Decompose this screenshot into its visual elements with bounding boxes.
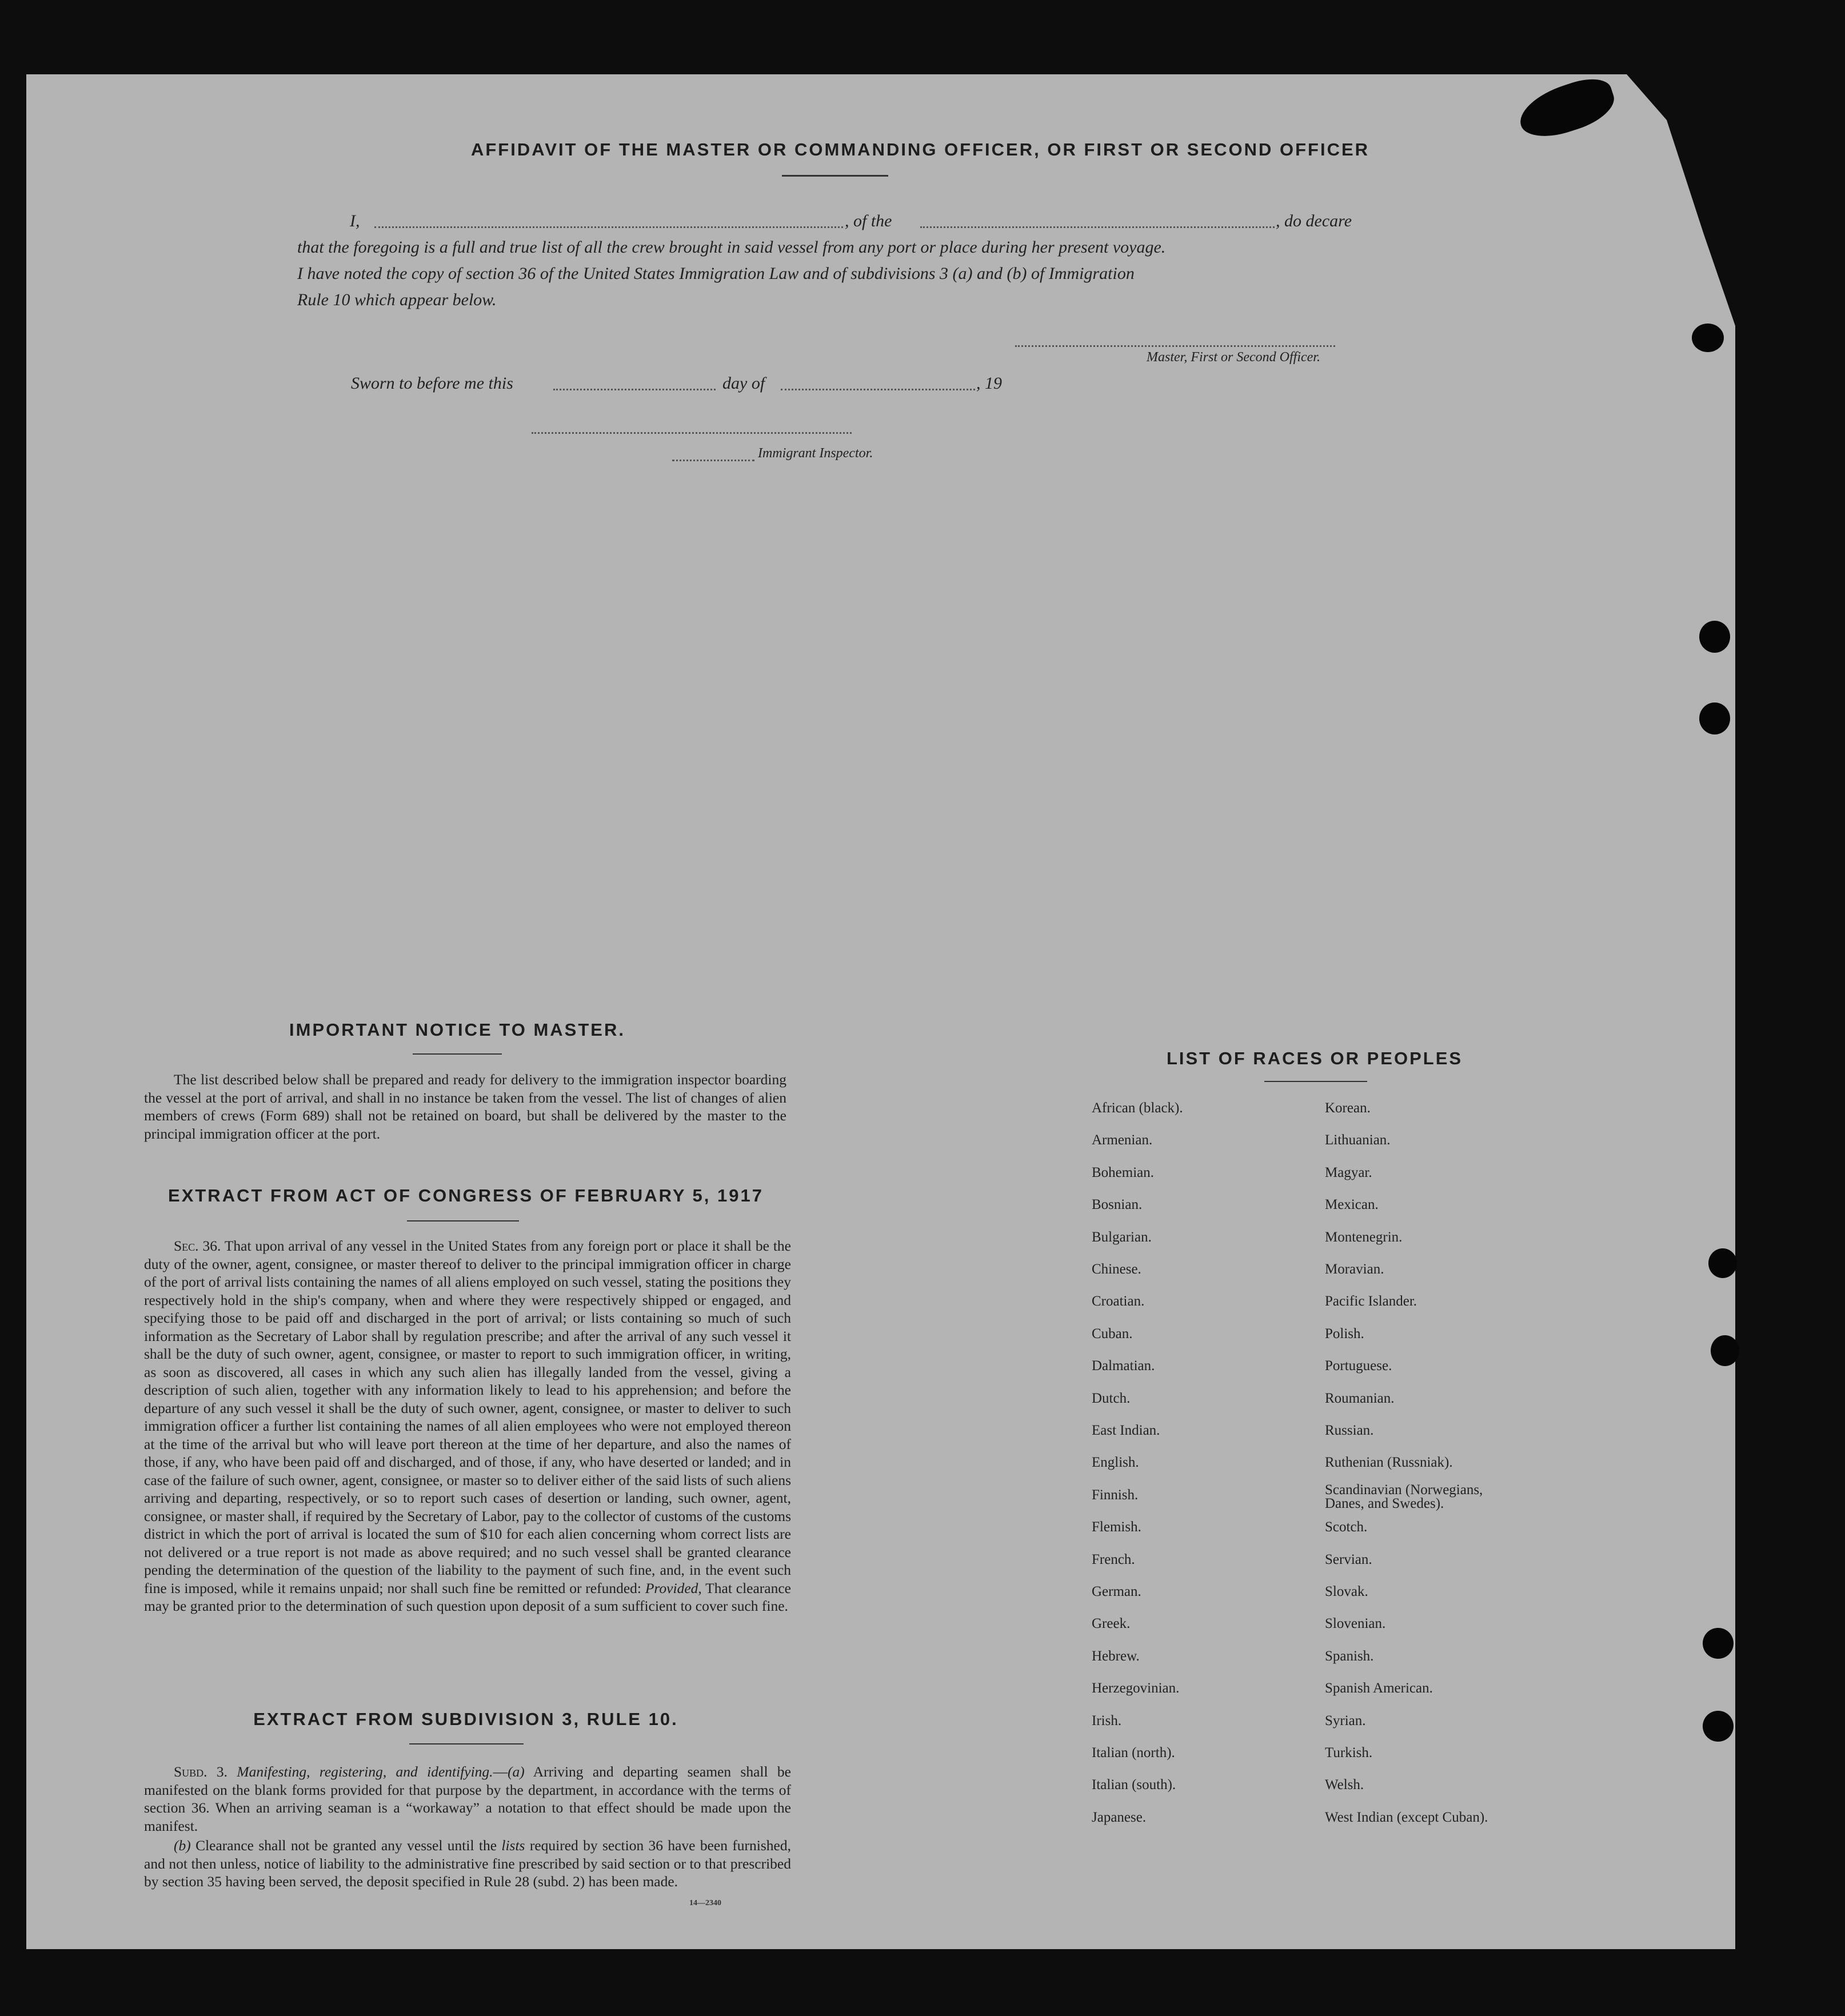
rule-a-body: Arriving and departing seamen shall be manifested on the blank forms provided for that purpose by the department, in accordance with the terms of section 36. When an arriving seaman is a “workaway” a notation to that effect should be made upon the manifest. bbox=[144, 1763, 791, 1834]
affidavit-line-4: Rule 10 which appear below. bbox=[297, 290, 497, 309]
race-entry: Pacific Islander. bbox=[1325, 1294, 1417, 1310]
rule-b-body-1: Clearance shall not be granted any vessel until the bbox=[195, 1837, 497, 1854]
punch-hole bbox=[1708, 1248, 1737, 1278]
race-entry: Chinese. bbox=[1092, 1262, 1141, 1277]
act-rule bbox=[407, 1220, 519, 1221]
race-entry: Mexican. bbox=[1325, 1197, 1379, 1213]
punch-hole bbox=[1711, 1335, 1739, 1366]
race-entry: Dalmatian. bbox=[1092, 1358, 1155, 1374]
punch-hole bbox=[1703, 1628, 1734, 1659]
race-entry: Irish. bbox=[1092, 1712, 1122, 1728]
race-entry: Magyar. bbox=[1325, 1164, 1372, 1180]
race-entry: Slovenian. bbox=[1325, 1616, 1386, 1632]
of-the-label: , of the bbox=[845, 211, 892, 230]
sworn-label: Sworn to before me this bbox=[351, 374, 513, 393]
race-entry: Japanese. bbox=[1092, 1809, 1147, 1825]
master-signature-line[interactable] bbox=[1015, 345, 1335, 347]
race-entry: Lithuanian. bbox=[1325, 1132, 1391, 1148]
sworn-day-field[interactable] bbox=[553, 389, 716, 390]
rule-subd-label: Subd. 3. bbox=[174, 1763, 228, 1780]
race-entry: Moravian. bbox=[1325, 1262, 1384, 1277]
rule-b-lists: lists bbox=[501, 1837, 525, 1854]
sworn-month-field[interactable] bbox=[781, 389, 975, 390]
race-entry: Greek. bbox=[1092, 1616, 1131, 1632]
rule-b-label: (b) bbox=[174, 1837, 191, 1854]
race-entry: Italian (south). bbox=[1092, 1777, 1176, 1793]
race-entry: English. bbox=[1092, 1455, 1139, 1471]
race-entry: Italian (north). bbox=[1092, 1745, 1175, 1760]
vessel-name-field[interactable] bbox=[920, 226, 1275, 228]
year-label: , 19 bbox=[976, 374, 1002, 393]
notice-rule bbox=[413, 1053, 502, 1055]
race-entry: Spanish. bbox=[1325, 1648, 1374, 1664]
race-entry: Scotch. bbox=[1325, 1519, 1368, 1535]
affidavit-title: AFFIDAVIT OF THE MASTER OR COMMANDING OFFICER, OR FIRST OR SECOND OFFICER bbox=[470, 139, 1370, 159]
affidavit-line-2: that the foregoing is a full and true list of all the crew brought in said vessel from any port or place during her present voyage. bbox=[297, 238, 1166, 257]
race-entry: Hebrew. bbox=[1092, 1648, 1140, 1664]
race-entry: African (black). bbox=[1092, 1100, 1183, 1116]
act-text: That upon arrival of any vessel in the United States from any foreign port or place it shall be the duty of the owner, agent, consignee, or master thereof to deliver to the principal immigration officer in charge of the port of arrival lists containing the names of all aliens employed on such vessel, stating the positions they respectively hold in the ship's company, when and where they were respectively shipped or engaged, and specifying those to be paid off and discharged in the port of arrival; or lists containing so much of such information as the Secretary of Labor shall by regulation prescribe; and after the arrival of any such vessel it shall be the duty of such owner, agent, consignee, or master to report to such immigration officer, in writing, as soon as discovered, all cases in which any such alien has illegally landed from the vessel, giving a description of such alien, together with any information likely to lead to his apprehension; and before the departure of any such vessel it shall be the duty of such owner, agent, consignee, or master to deliver to such immigration officer a further list containing the names of all alien employees who were not employed thereon at the time of the arrival but who will leave port thereon at the time of her departure, and also the names of those, if any, who have been paid off and discharged, and of those, if any, who have deserted or landed; and in case of the failure of such owner, agent, consignee, or master so to deliver either of the said lists of such aliens arriving and departing, respectively, or so to report such cases of desertion or landing, such owner, agent, consignee, or master shall, if required by the Secretary of Labor, pay to the collector of customs of the customs district in which the port of arrival is located the sum of $10 for each alien concerning whom correct lists are not delivered or a true report is not made as above required; and no such vessel shall be granted clearance pending the determination of the question of the liability to the payment of such fine, and, in the event such fine is imposed, while it remains unpaid; nor shall such fine be remitted or refunded: bbox=[144, 1237, 791, 1596]
race-entry: Servian. bbox=[1325, 1551, 1372, 1567]
race-entry: Armenian. bbox=[1092, 1132, 1153, 1148]
rule-subd-heading: Manifesting, registering, and identifying. bbox=[237, 1763, 493, 1780]
act-body bbox=[144, 1237, 791, 1615]
race-entry: Syrian. bbox=[1325, 1712, 1366, 1728]
act-title: EXTRACT FROM ACT OF CONGRESS OF FEBRUARY 5, 1917 bbox=[168, 1185, 764, 1205]
punch-hole bbox=[1699, 621, 1730, 653]
act-section-label: Sec. 36. bbox=[174, 1237, 221, 1254]
race-entry: Russian. bbox=[1325, 1423, 1374, 1438]
document-sheet bbox=[26, 74, 1735, 1949]
rule-subd-b bbox=[144, 1837, 791, 1891]
race-entry: Polish. bbox=[1325, 1326, 1364, 1342]
race-entry: Montenegrin. bbox=[1325, 1229, 1403, 1245]
race-entry: Portuguese. bbox=[1325, 1358, 1392, 1374]
race-entry: Finnish. bbox=[1092, 1487, 1139, 1503]
race-entry: Spanish American. bbox=[1325, 1680, 1433, 1696]
act-provided: Provided, bbox=[645, 1579, 702, 1596]
race-entry: Turkish. bbox=[1325, 1745, 1373, 1760]
declarant-i: I, bbox=[350, 211, 360, 230]
day-of-label: day of bbox=[722, 374, 765, 393]
race-entry: Welsh. bbox=[1325, 1777, 1364, 1793]
race-entry: Cuban. bbox=[1092, 1326, 1133, 1342]
declare-label: , do decare bbox=[1276, 211, 1352, 230]
declarant-name-field[interactable] bbox=[374, 226, 843, 228]
race-entry: Croatian. bbox=[1092, 1294, 1145, 1310]
race-entry: Dutch. bbox=[1092, 1390, 1131, 1406]
race-entry: Scandinavian (Norwegians, Danes, and Swedes). bbox=[1325, 1482, 1483, 1511]
race-entry: Herzegovinian. bbox=[1092, 1680, 1180, 1696]
race-entry: Slovak. bbox=[1325, 1584, 1368, 1599]
race-entry: Bosnian. bbox=[1092, 1197, 1143, 1213]
race-entry: French. bbox=[1092, 1551, 1135, 1567]
form-number: 14—2340 bbox=[689, 1899, 721, 1907]
notice-body: The list described below shall be prepared and ready for delivery to the immigration inspector boarding the vessel at the port of arrival, and shall in no instance be taken from the vessel. The list of changes of alien members of crews (Form 689) shall not be retained on board, but shall be delivered by the master to the principal immigration officer at the port. bbox=[144, 1071, 786, 1142]
race-entry: Roumanian. bbox=[1325, 1390, 1395, 1406]
race-entry: Bohemian. bbox=[1092, 1164, 1155, 1180]
notice-title: IMPORTANT NOTICE TO MASTER. bbox=[289, 1020, 625, 1040]
rule-subd-a: Subd. 3. Manifesting, registering, and identifying.—(a) Arriving and departing seamen shall be manifested on the blank forms provided for that purpose by the department, in accordance with the terms of section 36. When an arriving seaman is a “workaway” a notation to that effect should be made upon the manifest. bbox=[144, 1763, 791, 1834]
punch-hole bbox=[1692, 324, 1724, 352]
punch-hole bbox=[1703, 1711, 1734, 1742]
punch-hole bbox=[1699, 702, 1730, 734]
races-title: LIST OF RACES OR PEOPLES bbox=[1166, 1048, 1463, 1068]
race-entry: West Indian (except Cuban). bbox=[1325, 1809, 1488, 1825]
master-signature-label: Master, First or Second Officer. bbox=[1147, 350, 1320, 365]
rule-a-label: (a) bbox=[508, 1763, 525, 1780]
races-rule bbox=[1264, 1081, 1367, 1082]
race-entry: Ruthenian (Russniak). bbox=[1325, 1455, 1453, 1471]
race-entry: Flemish. bbox=[1092, 1519, 1141, 1535]
rule-title: EXTRACT FROM SUBDIVISION 3, RULE 10. bbox=[253, 1709, 678, 1729]
race-entry: Bulgarian. bbox=[1092, 1229, 1152, 1245]
inspector-signature-line[interactable] bbox=[532, 432, 852, 434]
race-entry: Korean. bbox=[1325, 1100, 1371, 1116]
race-entry: German. bbox=[1092, 1584, 1141, 1599]
inspector-signature-label: Immigrant Inspector. bbox=[758, 446, 873, 461]
inspector-signature-short bbox=[672, 460, 754, 461]
rule-rule bbox=[409, 1743, 524, 1744]
rule-b-body-2: required by section 36 have been furnished, and not then unless, notice of liability to the administrative fine prescribed by said section or to that prescribed by section 35 having been served, the deposit specified in Rule 28 (subd. 2) has been made. bbox=[144, 1837, 791, 1890]
title-rule bbox=[782, 175, 888, 177]
affidavit-line-3: I have noted the copy of section 36 of the United States Immigration Law and of subdivisions 3 (a) and (b) of Immigration bbox=[297, 264, 1135, 283]
race-entry: East Indian. bbox=[1092, 1423, 1160, 1438]
act-tail: That clearance may be granted prior to the determination of such question upon deposit of a sum sufficient to cover such fine. bbox=[144, 1579, 791, 1614]
